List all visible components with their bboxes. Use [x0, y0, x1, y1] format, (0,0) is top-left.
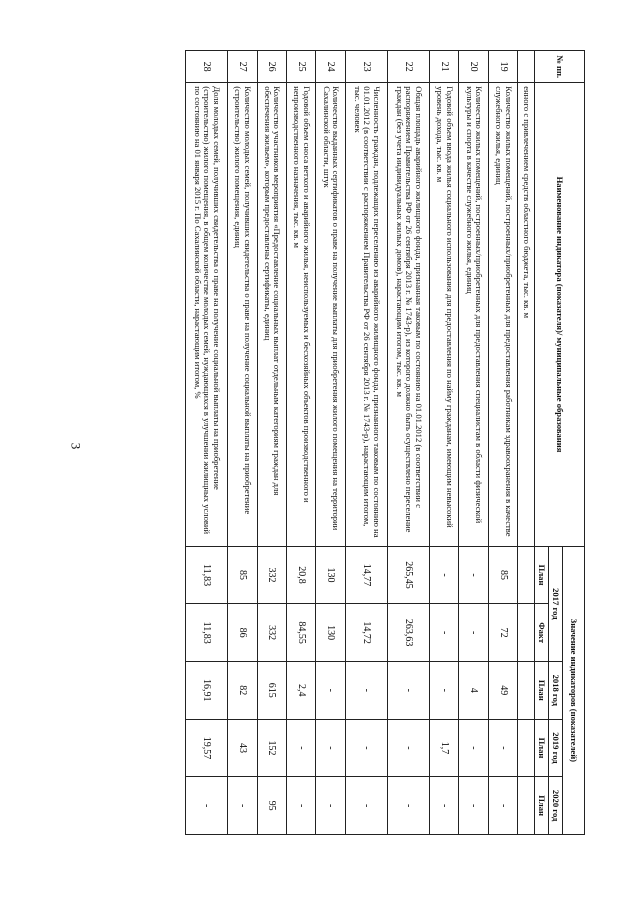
- value-2019-plan: 19,57: [186, 719, 228, 777]
- value-2020-plan: [518, 777, 535, 835]
- value-2020-plan: -: [459, 777, 488, 835]
- value-2018-plan: -: [387, 661, 429, 719]
- row-name: Количество выданных сертификатов о праве на получение выплаты для приобретения жилого помещения на территории Сахалинской области, штук: [316, 83, 345, 546]
- value-2018-plan: 615: [257, 661, 286, 719]
- value-2017-fact: -: [459, 604, 488, 662]
- row-name: Общая площадь аварийного жилищного фонда, признанная таковым по состоянию на 01.01.2012 (в соответствии с распоряжением Правительства РФ от 26 сентября 2013 г. № 1743-р), из которого должно быть осуществлено переселение граждан (без учета индивидуальных жилых домов), нарастающим итогом, тыс. кв. м: [387, 83, 429, 546]
- row-num: 19: [488, 51, 517, 83]
- value-2018-plan: 16,91: [186, 661, 228, 719]
- value-2017-plan: 332: [257, 546, 286, 604]
- value-2017-plan: 14,77: [345, 546, 387, 604]
- value-2017-fact: 14,72: [345, 604, 387, 662]
- value-2017-fact: 86: [228, 604, 257, 662]
- header-year-2018: 2018 год: [549, 661, 563, 719]
- row-name: Годовой объем сноса ветхого и аварийного жилья, неиспользуемых и бесхозяйных объектов производственного и непроизводственного назначения, тыс. кв. м: [287, 83, 316, 546]
- row-num: 20: [459, 51, 488, 83]
- value-2018-plan: 4: [459, 661, 488, 719]
- row-num: 28: [186, 51, 228, 83]
- value-2017-plan: 85: [488, 546, 517, 604]
- value-2018-plan: -: [345, 661, 387, 719]
- header-num: № пп.: [535, 51, 585, 83]
- header-name: Наименование индикатора (показателя)/ муниципальные образования: [535, 83, 585, 546]
- value-2020-plan: -: [345, 777, 387, 835]
- value-2020-plan: -: [316, 777, 345, 835]
- row-name: Количество жилых помещений, построенных/приобретенных для предоставления работникам здравоохранения в качестве служебного жилья, единиц: [488, 83, 517, 546]
- value-2019-plan: 1,7: [430, 719, 459, 777]
- header-plan-2020: План: [535, 777, 549, 835]
- value-2020-plan: -: [488, 777, 517, 835]
- table-row: [488, 51, 517, 835]
- value-2019-plan: -: [316, 719, 345, 777]
- row-name: Количество молодых семей, получивших свидетельства о праве на получение социальной выплаты на приобретение (строительство) жилого помещения, единиц: [228, 83, 257, 546]
- value-2020-plan: -: [287, 777, 316, 835]
- header-values-group: Значение индикаторов (показателей): [563, 546, 585, 834]
- table-row: [186, 51, 228, 835]
- table-row: [387, 51, 429, 835]
- table-row: [228, 51, 257, 835]
- value-2018-plan: 49: [488, 661, 517, 719]
- value-2018-plan: -: [430, 661, 459, 719]
- value-2019-plan: [518, 719, 535, 777]
- row-num: [518, 51, 535, 83]
- header-plan-2018: План: [535, 661, 549, 719]
- indicator-table: [185, 50, 585, 835]
- row-name: Численность граждан, подлежащих переселению из аварийного жилищного фонда, признанного таковым по состоянию на 01.01.2012 (в соответствии с распоряжением Правительства РФ от 26 сентября 2013 г. № 1743-р), нарастающим итогом, тыс. человек: [345, 83, 387, 546]
- table-row: [459, 51, 488, 835]
- value-2017-fact: 332: [257, 604, 286, 662]
- row-name: енного с привлечением средств областного бюджета, тыс. кв. м: [518, 83, 535, 546]
- row-name: Количество жилых помещений, построенных/приобретенных для предоставления специалистам в области физической культуры и спорта в качестве служебного жилья, единиц: [459, 83, 488, 546]
- value-2019-plan: -: [387, 719, 429, 777]
- header-fact-2017: Факт: [535, 604, 549, 662]
- value-2017-fact: 84,55: [287, 604, 316, 662]
- table-row: [257, 51, 286, 835]
- value-2017-plan: 11,83: [186, 546, 228, 604]
- value-2017-plan: 130: [316, 546, 345, 604]
- value-2017-fact: 130: [316, 604, 345, 662]
- value-2020-plan: -: [186, 777, 228, 835]
- row-num: 21: [430, 51, 459, 83]
- value-2018-plan: [518, 661, 535, 719]
- value-2017-plan: -: [459, 546, 488, 604]
- value-2017-fact: [518, 604, 535, 662]
- value-2019-plan: -: [488, 719, 517, 777]
- value-2020-plan: -: [228, 777, 257, 835]
- header-plan-2019: План: [535, 719, 549, 777]
- header-year-2020: 2020 год: [549, 777, 563, 835]
- value-2020-plan: -: [387, 777, 429, 835]
- row-num: 27: [228, 51, 257, 83]
- row-num: 26: [257, 51, 286, 83]
- value-2017-plan: 265,45: [387, 546, 429, 604]
- table-row: [518, 51, 535, 835]
- row-name: Годовой объем ввода жилья социального использования для предоставления по найму гражданам, имеющим невысокий уровень дохода, тыс. кв. м: [430, 83, 459, 546]
- value-2017-plan: 85: [228, 546, 257, 604]
- value-2018-plan: 82: [228, 661, 257, 719]
- row-num: 23: [345, 51, 387, 83]
- indicator-table-rotated: [185, 50, 585, 835]
- header-year-2017: 2017 год: [549, 546, 563, 661]
- value-2020-plan: 95: [257, 777, 286, 835]
- value-2020-plan: -: [430, 777, 459, 835]
- row-num: 22: [387, 51, 429, 83]
- table-row: [287, 51, 316, 835]
- value-2017-fact: 263,63: [387, 604, 429, 662]
- value-2017-plan: 20,8: [287, 546, 316, 604]
- value-2018-plan: -: [316, 661, 345, 719]
- table-row: [430, 51, 459, 835]
- row-num: 24: [316, 51, 345, 83]
- value-2017-plan: -: [430, 546, 459, 604]
- value-2017-fact: -: [430, 604, 459, 662]
- table-row: [345, 51, 387, 835]
- value-2019-plan: 43: [228, 719, 257, 777]
- table-row: [316, 51, 345, 835]
- page-number: 3: [68, 442, 84, 450]
- header-year-2019: 2019 год: [549, 719, 563, 777]
- value-2017-plan: [518, 546, 535, 604]
- header-plan-2017: План: [535, 546, 549, 604]
- row-num: 25: [287, 51, 316, 83]
- value-2017-fact: 11,83: [186, 604, 228, 662]
- value-2019-plan: -: [287, 719, 316, 777]
- value-2019-plan: -: [459, 719, 488, 777]
- value-2017-fact: 72: [488, 604, 517, 662]
- value-2019-plan: 152: [257, 719, 286, 777]
- row-name: Количество участников мероприятия «Предоставление социальных выплат отдельным категориям граждан для обеспечения жильем», которым предоставлены сертификаты, единиц: [257, 83, 286, 546]
- value-2018-plan: 2,4: [287, 661, 316, 719]
- value-2019-plan: -: [345, 719, 387, 777]
- row-name: Доля молодых семей, получивших свидетельства о праве на получение социальной выплаты на приобретение (строительство) жилого помещения, в общем количестве молодых семей, нуждающихся в улучшении жилищных условий по состоянию на 01 января 2015 г. По Сахалинской области, нарастающим итогом, %: [186, 83, 228, 546]
